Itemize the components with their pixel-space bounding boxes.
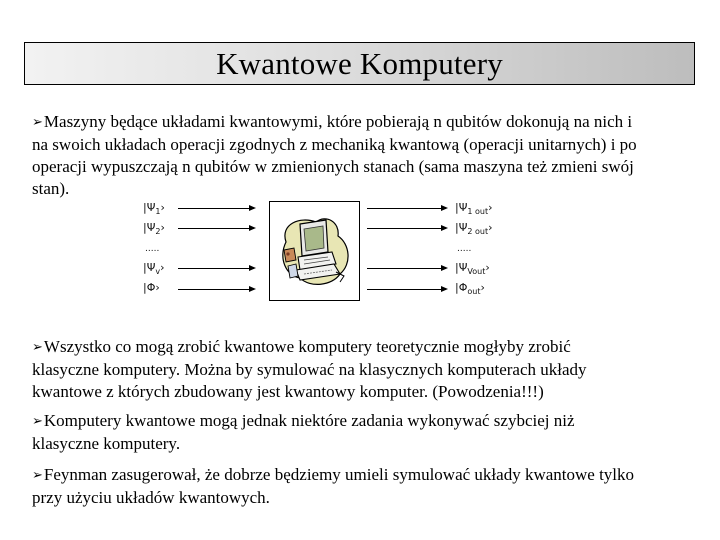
bullet-1-line-2: na swoich układach operacji zgodnych z mechaniką kwantową (operacji unitarnych) i po	[32, 135, 637, 154]
bullet-4	[32, 464, 702, 509]
bullet-2-line-1: Wszystko co mogą zrobić kwantowe komputery teoretycznie mogłyby zrobić	[43, 337, 571, 356]
output-ket-phi-out: $|\Phi_{out}›$	[455, 281, 485, 296]
bullet-3-line-1: Komputery kwantowe mogą jednak niektóre zadania wykonywać szybciej niż	[43, 411, 575, 430]
output-ket-psi-2-out: $|\Psi_{2 out}›$	[455, 221, 493, 236]
output-arrow-4	[367, 289, 446, 290]
bullet-3	[32, 410, 702, 455]
arrow-bullet-icon: ➢	[32, 340, 43, 355]
bullet-3-line-2: klasyczne komputery.	[32, 434, 181, 453]
input-ellipsis: .....	[145, 244, 160, 254]
output-arrow-1	[367, 208, 446, 209]
bullet-4-line-2: przy użyciu układów kwantowych.	[32, 488, 270, 507]
bullet-1-line-1: Maszyny będące układami kwantowymi, które pobierają n qubitów dokonują na nich i	[43, 112, 633, 131]
computer-clipart-icon	[270, 202, 358, 299]
arrow-bullet-icon: ➢	[32, 115, 43, 130]
slide-title-box	[24, 42, 695, 85]
output-ellipsis: .....	[457, 244, 472, 254]
input-ket-psi-2: $|\Psi_2›$	[143, 221, 165, 236]
bullet-2	[32, 336, 702, 403]
bullet-2-line-2: klasyczne komputery. Można by symulować na klasycznych komputerach układy	[32, 360, 587, 379]
output-arrow-2	[367, 228, 446, 229]
output-ket-psi-1-out: $|\Psi_{1 out}›$	[455, 201, 493, 216]
bullet-1-line-4: stan).	[32, 179, 70, 198]
input-arrow-4	[178, 289, 254, 290]
slide-title: Kwantowe Komputery	[216, 45, 503, 81]
input-ket-psi-1: $|\Psi_1›$	[143, 201, 165, 216]
bullet-1	[32, 111, 702, 200]
bullet-4-line-1: Feynman zasugerował, że dobrze będziemy umieli symulować układy kwantowe tylko	[43, 465, 635, 484]
input-arrow-3	[178, 268, 254, 269]
arrow-bullet-icon: ➢	[32, 468, 43, 483]
bullet-1-line-3: operacji wypuszczają n qubitów w zmienionych stanach (sama maszyna też zmieni swój	[32, 157, 634, 176]
output-arrow-3	[367, 268, 446, 269]
bullet-2-line-3: kwantowe z których zbudowany jest kwantowy komputer. (Powodzenia!!!)	[32, 382, 544, 401]
quantum-machine-box	[269, 201, 360, 301]
input-ket-phi: |Φ›	[143, 281, 160, 294]
input-arrow-1	[178, 208, 254, 209]
input-ket-psi-v: $|\Psi_v›$	[143, 261, 165, 276]
input-arrow-2	[178, 228, 254, 229]
output-ket-psi-v-out: $|\Psi_{Vout}›$	[455, 261, 490, 276]
arrow-bullet-icon: ➢	[32, 414, 43, 429]
